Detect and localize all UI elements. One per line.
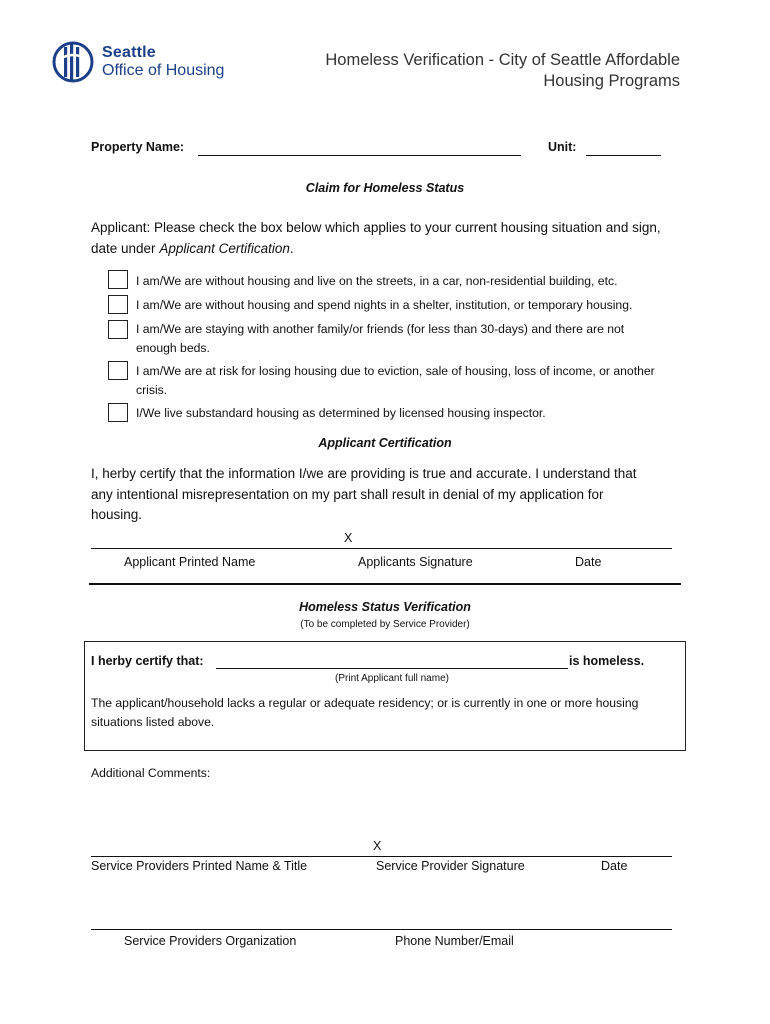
option-text-5: I/We live substandard housing as determined by licensed housing inspector. (136, 406, 546, 420)
section-divider (89, 583, 681, 585)
provider-signature-label: Service Provider Signature (376, 859, 525, 873)
certification-text: I, herby certify that the information I/we are providing is true and accurate. I understand that any intentional misrepresentation on my part shall result in denial of my application for housing. (91, 466, 637, 522)
claim-instructions: Applicant: Please check the box below which applies to your current housing situation and sign, date under Applicant Certification. (91, 220, 661, 256)
provider-organization-label: Service Providers Organization (124, 934, 297, 948)
provider-organization-line[interactable] (91, 929, 672, 930)
property-name-field[interactable] (198, 155, 521, 156)
option-text-4: I am/We are at risk for losing housing due to eviction, sale of housing, loss of income, or another crisis. (136, 364, 655, 397)
provider-date-label: Date (601, 859, 628, 873)
logo-text-office: Office of Housing (102, 62, 225, 79)
certification-title: Applicant Certification (318, 436, 452, 450)
option-checkbox-2[interactable] (108, 295, 128, 314)
verification-title: Homeless Status Verification (299, 600, 471, 614)
applicant-printed-name-label: Applicant Printed Name (124, 555, 256, 569)
option-text-3: I am/We are staying with another family/or friends (for less than 30-days) and there are not enough beds. (136, 322, 625, 355)
logo-text-seattle: Seattle (102, 44, 156, 61)
applicant-signature-line[interactable] (91, 548, 672, 549)
unit-field[interactable] (586, 155, 661, 156)
applicant-signature-label: Applicants Signature (358, 555, 473, 569)
certify-suffix: is homeless. (569, 654, 645, 668)
print-name-hint: (Print Applicant full name) (335, 673, 449, 684)
applicant-date-label: Date (575, 555, 602, 569)
option-checkbox-3[interactable] (108, 320, 128, 339)
provider-signature-x: X (373, 839, 382, 853)
property-name-label: Property Name: (91, 140, 185, 154)
option-checkbox-1[interactable] (108, 270, 128, 289)
option-checkbox-5[interactable] (108, 403, 128, 422)
additional-comments-label: Additional Comments: (91, 766, 211, 780)
verification-statement: The applicant/household lacks a regular or adequate residency; or is currently in one or more housing situations listed above. (91, 696, 639, 729)
certify-prefix: I herby certify that: (91, 654, 204, 668)
seattle-logo-icon (52, 41, 94, 83)
option-checkbox-4[interactable] (108, 361, 128, 380)
option-text-1: I am/We are without housing and live on the streets, in a car, non-residential building, etc. (136, 274, 618, 288)
option-text-2: I am/We are without housing and spend nights in a shelter, institution, or temporary housing. (136, 298, 633, 312)
claim-title: Claim for Homeless Status (305, 181, 465, 195)
unit-label: Unit: (548, 140, 577, 154)
provider-name-label: Service Providers Printed Name & Title (91, 859, 308, 873)
provider-phone-label: Phone Number/Email (395, 934, 514, 948)
provider-signature-line[interactable] (91, 856, 672, 857)
document-title: Homeless Verification - City of Seattle Affordable Housing Programs (325, 51, 680, 90)
applicant-full-name-field[interactable] (216, 668, 568, 669)
applicant-signature-x: X (344, 531, 353, 545)
verification-subtitle: (To be completed by Service Provider) (300, 619, 470, 630)
